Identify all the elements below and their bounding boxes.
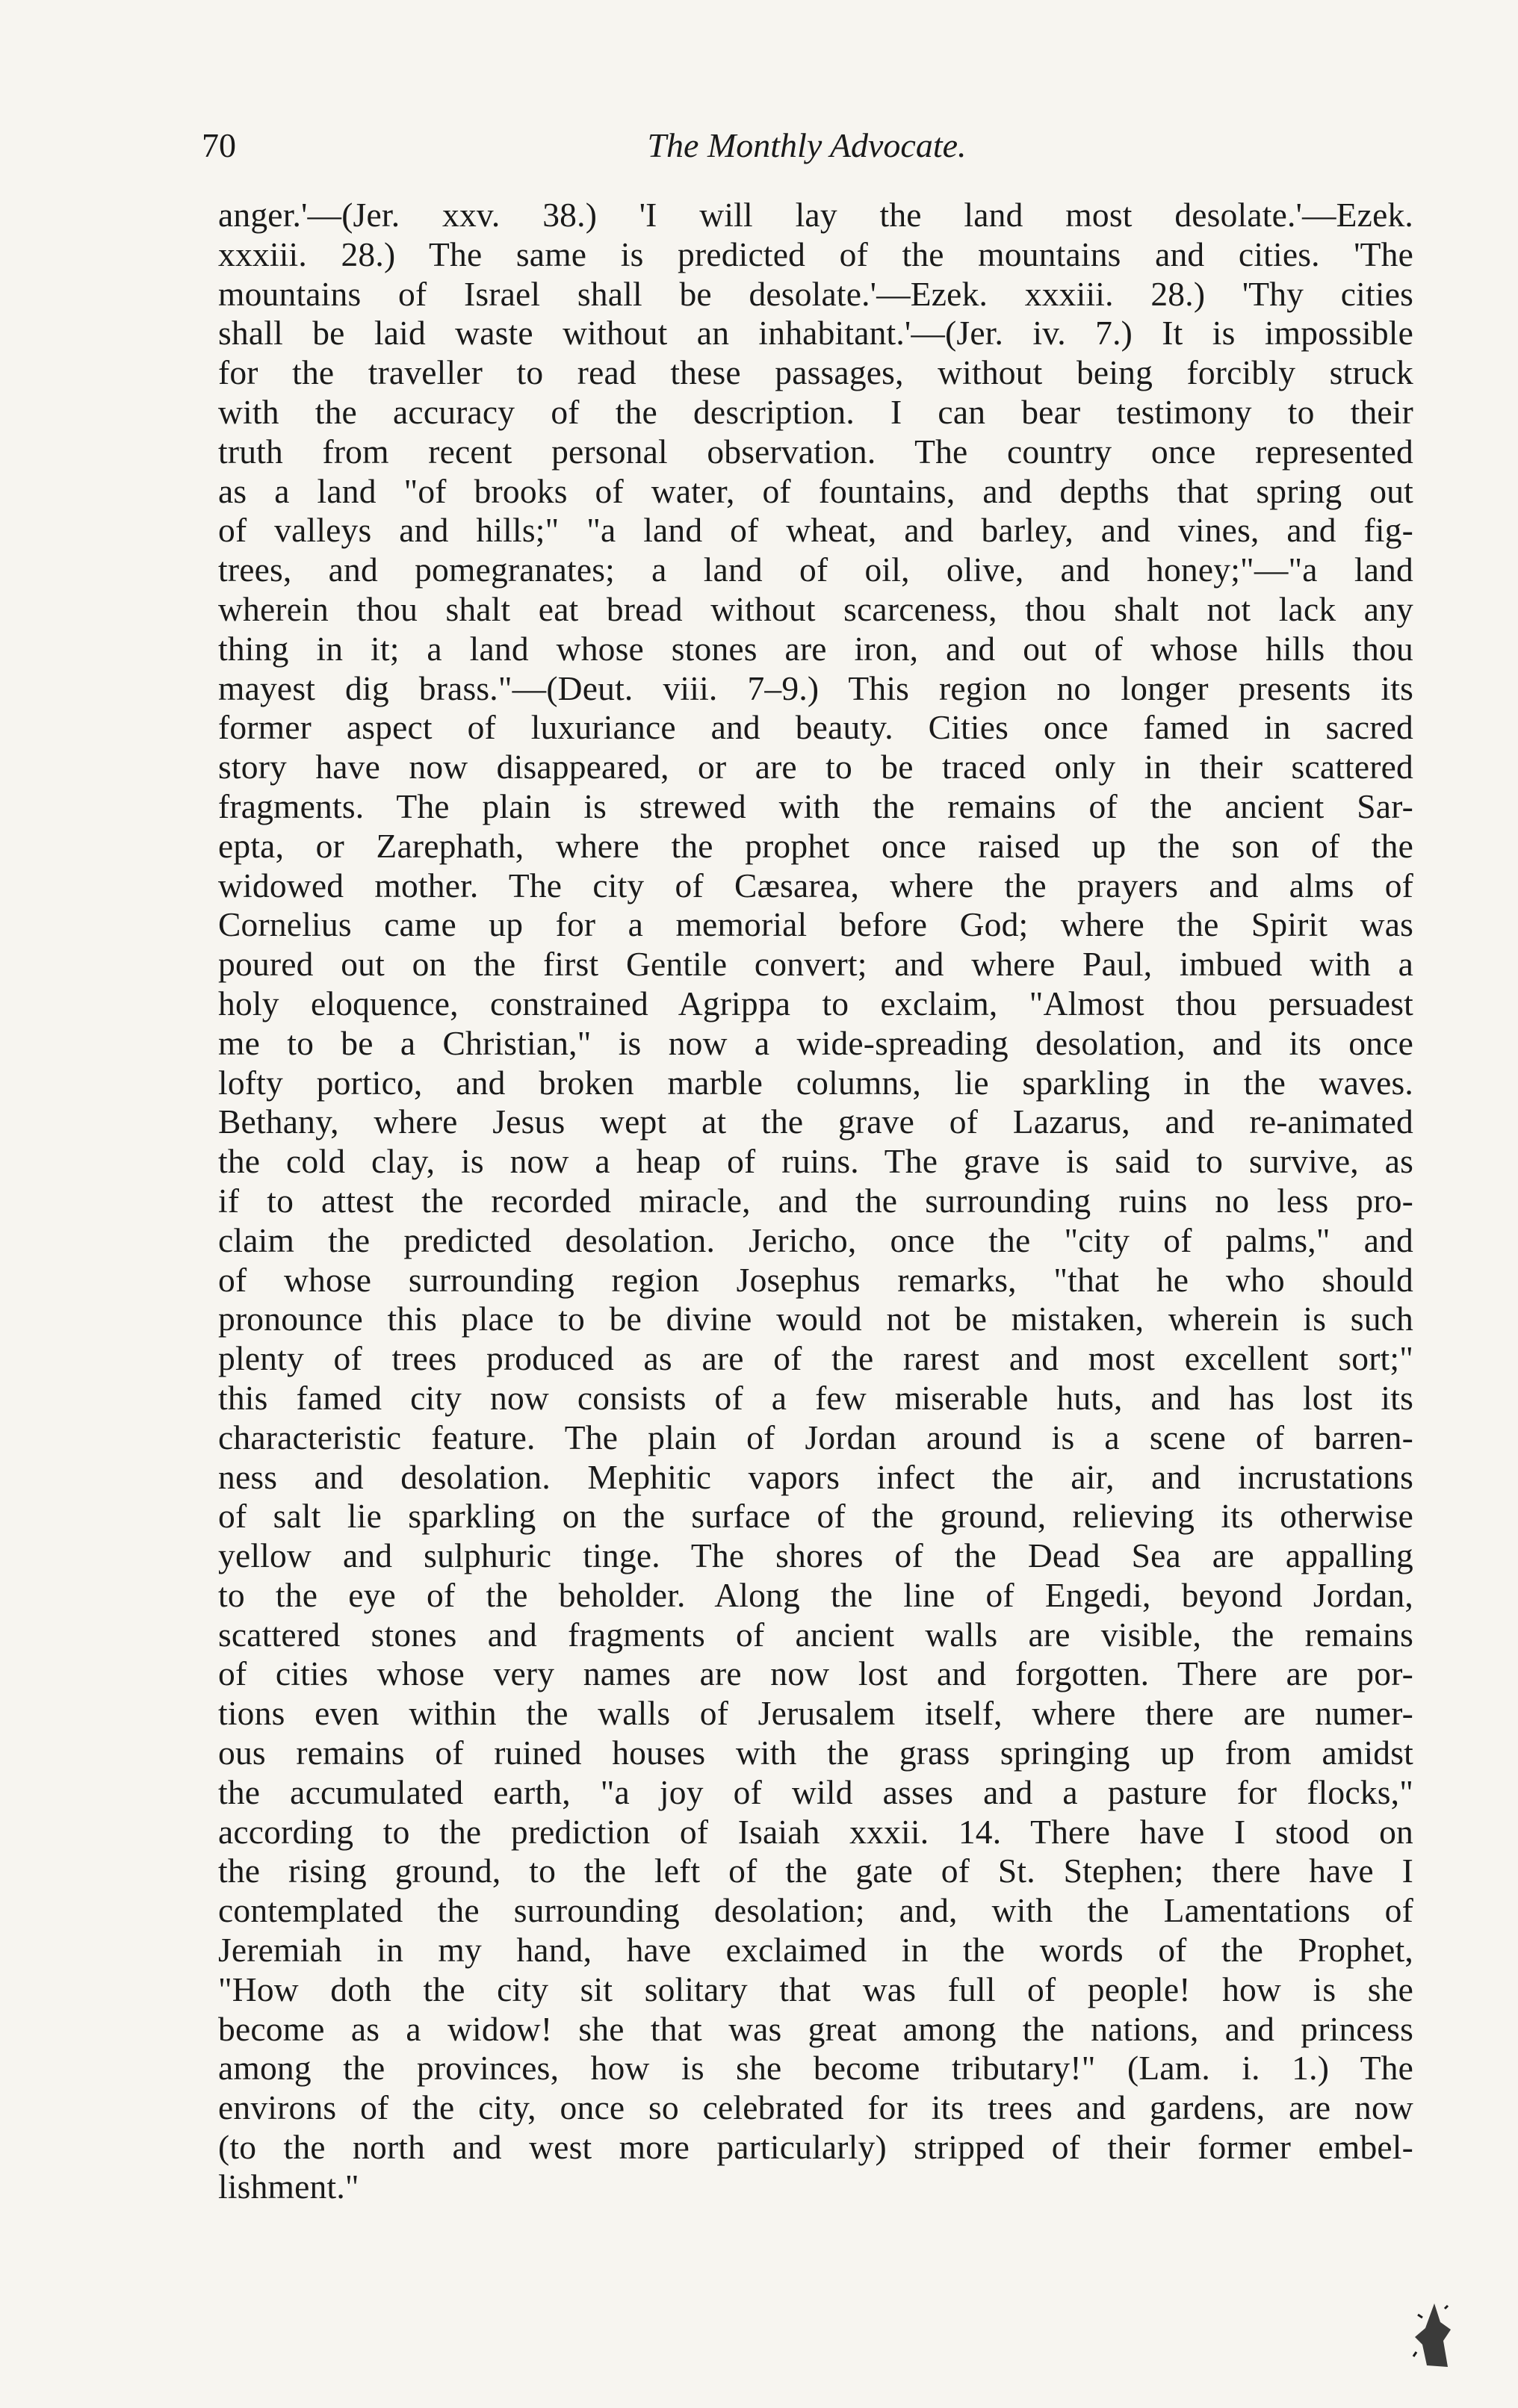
text-line: claim the predicted desolation. Jericho, once the "city of palms," and xyxy=(218,1220,1413,1259)
text-line: trees, and pomegranates; a land of oil, olive, and honey;"—"a land xyxy=(218,550,1413,589)
text-line: Bethany, where Jesus wept at the grave of Lazarus, and re-animated xyxy=(218,1102,1413,1141)
text-line: "How doth the city sit solitary that was full of people! how is she xyxy=(218,1970,1413,2008)
text-line: of cities whose very names are now lost and forgotten. There are por- xyxy=(218,1654,1413,1693)
text-line: pronounce this place to be divine would not be mistaken, wherein is such xyxy=(218,1300,1413,1338)
text-line: if to attest the recorded miracle, and the surrounding ruins no less pro- xyxy=(218,1181,1413,1220)
text-line: Jeremiah in my hand, have exclaimed in the words of the Prophet, xyxy=(218,1931,1413,1970)
text-line: (to the north and west more particularly) stripped of their former embel- xyxy=(218,2128,1413,2167)
text-line: ous remains of ruined houses with the grass springing up from amidst xyxy=(218,1734,1413,1772)
text-line: widowed mother. The city of Cæsarea, where the prayers and alms of xyxy=(218,866,1413,904)
text-line: of valleys and hills;" "a land of wheat, and barley, and vines, and fig- xyxy=(218,511,1413,550)
text-line: former aspect of luxuriance and beauty. Cities once famed in sacred xyxy=(218,708,1413,747)
text-line: according to the prediction of Isaiah xxxii. 14. There have I stood on xyxy=(218,1812,1413,1851)
text-line: holy eloquence, constrained Agrippa to exclaim, "Almost thou persuadest xyxy=(218,984,1413,1023)
text-line: mountains of Israel shall be desolate.'—Ezek. xxxiii. 28.) 'Thy cities xyxy=(218,274,1413,313)
text-line: thing in it; a land whose stones are iron, and out of whose hills thou xyxy=(218,629,1413,668)
text-line: story have now disappeared, or are to be traced only in their scattered xyxy=(218,748,1413,786)
text-line: to the eye of the beholder. Along the line of Engedi, beyond Jordan, xyxy=(218,1575,1413,1614)
text-line: lishment." xyxy=(218,2167,359,2206)
text-line: ness and desolation. Mephitic vapors infect the air, and incrustations xyxy=(218,1457,1413,1496)
text-line: of salt lie sparkling on the surface of the ground, relieving its otherwise xyxy=(218,1497,1413,1536)
text-line: characteristic feature. The plain of Jordan around is a scene of barren- xyxy=(218,1418,1413,1456)
text-line: poured out on the first Gentile convert; and where Paul, imbued with a xyxy=(218,945,1413,984)
text-line: mayest dig brass."—(Deut. viii. 7–9.) This region no longer presents its xyxy=(218,668,1413,707)
text-line: me to be a Christian," is now a wide-spreading desolation, and its once xyxy=(218,1023,1413,1062)
text-line: as a land "of brooks of water, of fountains, and depths that spring out xyxy=(218,471,1413,510)
text-line: this famed city now consists of a few miserable huts, and has lost its xyxy=(218,1378,1413,1417)
text-line: epta, or Zarephath, where the prophet once raised up the son of the xyxy=(218,826,1413,865)
text-line: the rising ground, to the left of the gate of St. Stephen; there have I xyxy=(218,1852,1413,1890)
ink-blot-mark xyxy=(1412,2300,1457,2371)
body-text xyxy=(218,196,1413,2207)
text-line: among the provinces, how is she become tributary!" (Lam. i. 1.) The xyxy=(218,2049,1413,2088)
text-line: the accumulated earth, "a joy of wild asses and a pasture for flocks," xyxy=(218,1772,1413,1811)
text-line: truth from recent personal observation. The country once represented xyxy=(218,432,1413,471)
page-header xyxy=(202,125,1412,178)
text-line: become as a widow! she that was great among the nations, and princess xyxy=(218,2009,1413,2048)
text-line: contemplated the surrounding desolation; and, with the Lamentations of xyxy=(218,1891,1413,1930)
page-number: 70 xyxy=(202,126,236,164)
text-line: for the traveller to read these passages, without being forcibly struck xyxy=(218,353,1413,392)
running-title: The Monthly Advocate. xyxy=(647,126,967,164)
text-line: yellow and sulphuric tinge. The shores of the Dead Sea are appalling xyxy=(218,1536,1413,1575)
text-line: of whose surrounding region Josephus remarks, "that he who should xyxy=(218,1260,1413,1299)
text-line: fragments. The plain is strewed with the remains of the ancient Sar- xyxy=(218,786,1413,825)
text-line: the cold clay, is now a heap of ruins. The grave is said to survive, as xyxy=(218,1142,1413,1181)
text-line: anger.'—(Jer. xxv. 38.) 'I will lay the land most desolate.'—Ezek. xyxy=(218,196,1413,234)
text-line: scattered stones and fragments of ancient walls are visible, the remains xyxy=(218,1615,1413,1654)
text-line: environs of the city, once so celebrated for its trees and gardens, are now xyxy=(218,2088,1413,2127)
text-line: tions even within the walls of Jerusalem itself, where there are numer- xyxy=(218,1694,1413,1733)
text-line: Cornelius came up for a memorial before God; where the Spirit was xyxy=(218,905,1413,944)
text-line: xxxiii. 28.) The same is predicted of the mountains and cities. 'The xyxy=(218,235,1413,273)
text-line: lofty portico, and broken marble columns, lie sparkling in the waves. xyxy=(218,1063,1413,1102)
text-line: shall be laid waste without an inhabitant.'—(Jer. iv. 7.) It is impossible xyxy=(218,314,1413,353)
text-line: plenty of trees produced as are of the rarest and most excellent sort;" xyxy=(218,1339,1413,1378)
text-line: with the accuracy of the description. I can bear testimony to their xyxy=(218,392,1413,431)
text-line: wherein thou shalt eat bread without scarceness, thou shalt not lack any xyxy=(218,589,1413,628)
